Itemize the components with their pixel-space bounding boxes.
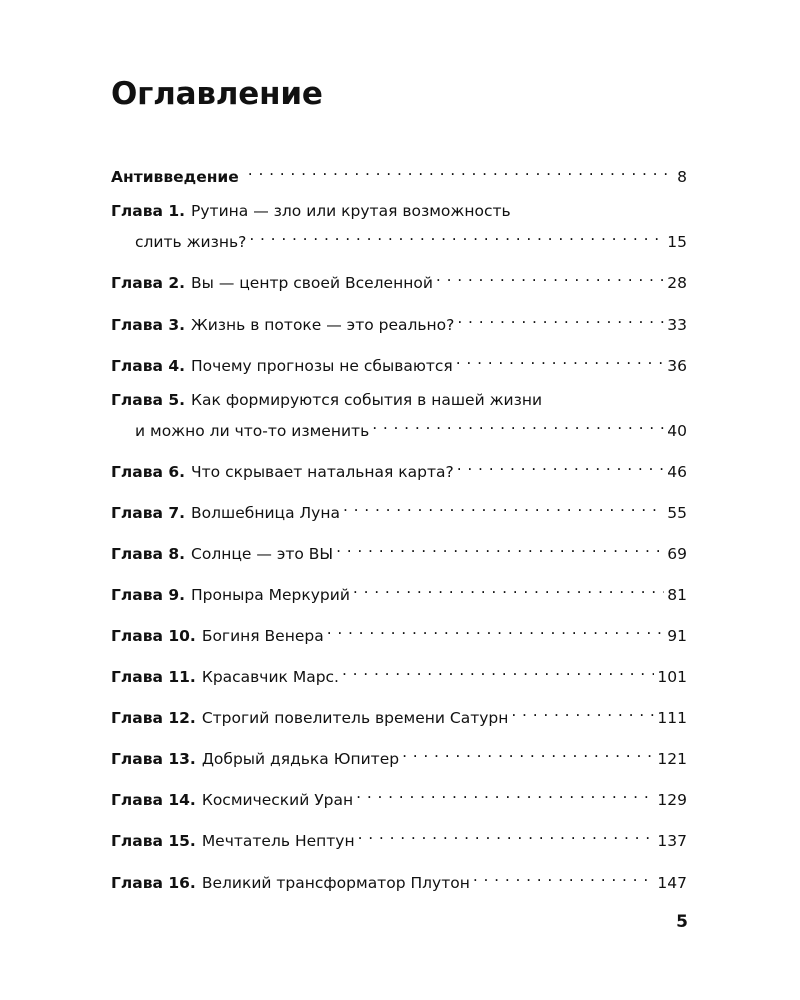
toc-chapter-title: Почему прогнозы не сбываются [191, 357, 453, 375]
toc-chapter-label: Глава 13. [111, 750, 196, 768]
toc-page-number: 46 [667, 463, 687, 481]
toc-chapter-label: Глава 6. [111, 463, 186, 481]
toc-page-number: 147 [657, 874, 687, 892]
toc-chapter-label: Глава 5. [111, 391, 186, 409]
toc-page-number: 36 [667, 357, 687, 375]
toc-page-number: 8 [677, 168, 687, 186]
toc-chapter-title-cont: и можно ли что-то изменить [135, 422, 370, 440]
toc-page-number: 81 [667, 586, 687, 604]
dot-leader [457, 306, 664, 330]
dot-leader [249, 223, 664, 247]
toc-chapter-title: Вы — центр своей Вселенной [191, 274, 433, 292]
dot-leader [402, 740, 654, 764]
toc-chapter-title: Что скрывает натальная карта? [191, 463, 454, 481]
toc-chapter-title: Строгий повелитель времени Сатурн [201, 709, 509, 727]
dot-leader [336, 535, 664, 559]
toc-chapter-label: Антивведение [111, 168, 239, 186]
toc-chapter-title: Богиня Венера [201, 627, 324, 645]
toc-page-number: 121 [657, 750, 687, 768]
toc-chapter-label: Глава 15. [111, 832, 196, 850]
toc-entry-chapter-10[interactable] [111, 617, 687, 645]
toc-chapter-label: Глава 7. [111, 504, 186, 522]
dot-leader [356, 781, 654, 805]
toc-entry-chapter-6[interactable] [111, 453, 687, 481]
toc-page-number: 55 [667, 504, 687, 522]
toc-entry-chapter-2[interactable] [111, 264, 687, 292]
toc-entry-chapter-11[interactable] [111, 658, 687, 686]
dot-leader [248, 158, 674, 182]
dot-leader [372, 412, 664, 436]
toc-page-number: 33 [667, 316, 687, 334]
toc-entry-intro[interactable] [111, 158, 687, 186]
toc-entry-chapter-13[interactable] [111, 740, 687, 768]
toc-chapter-title: Мечтатель Нептун [201, 832, 355, 850]
dot-leader [358, 822, 655, 846]
dot-leader [511, 699, 654, 723]
toc-page-number: 101 [657, 668, 687, 686]
toc-chapter-title: Великий трансформатор Плутон [201, 874, 470, 892]
page-title: Оглавление [111, 76, 323, 112]
toc-chapter-label: Глава 14. [111, 791, 196, 809]
dot-leader [436, 264, 664, 288]
toc-entry-chapter-7[interactable] [111, 494, 687, 522]
toc-entry-chapter-1[interactable] [111, 199, 687, 251]
toc-chapter-title: Как формируются события в нашей жизни [191, 391, 543, 409]
dot-leader [342, 658, 654, 682]
toc-chapter-label: Глава 8. [111, 545, 186, 563]
toc-entry-chapter-5[interactable] [111, 388, 687, 440]
toc-page-number: 69 [667, 545, 687, 563]
dot-leader [456, 347, 665, 371]
toc-chapter-title: Проныра Меркурий [191, 586, 350, 604]
dot-leader [343, 494, 664, 518]
page-number: 5 [676, 912, 688, 932]
toc-chapter-title: Солнце — это ВЫ [191, 545, 334, 563]
toc-page-number: 28 [667, 274, 687, 292]
toc-entry-chapter-14[interactable] [111, 781, 687, 809]
toc-entry-chapter-8[interactable] [111, 535, 687, 563]
toc-entry-chapter-15[interactable] [111, 822, 687, 850]
toc-entry-chapter-3[interactable] [111, 306, 687, 334]
toc-page-number: 111 [657, 709, 687, 727]
toc-chapter-label: Глава 1. [111, 202, 186, 220]
toc-chapter-title: Космический Уран [201, 791, 354, 809]
dot-leader [473, 864, 655, 888]
dot-leader [353, 576, 664, 600]
dot-leader [327, 617, 665, 641]
toc-entry-chapter-4[interactable] [111, 347, 687, 375]
toc-chapter-label: Глава 12. [111, 709, 196, 727]
toc-entry-chapter-9[interactable] [111, 576, 687, 604]
toc-entry-chapter-12[interactable] [111, 699, 687, 727]
toc-page-number: 129 [657, 791, 687, 809]
toc-chapter-label: Глава 9. [111, 586, 186, 604]
toc-chapter-title: Рутина — зло или крутая возможность [191, 202, 511, 220]
toc-entry-chapter-16[interactable] [111, 864, 687, 892]
toc-page-number: 137 [657, 832, 687, 850]
dot-leader [457, 453, 665, 477]
toc-page-number: 15 [667, 233, 687, 251]
toc-chapter-label: Глава 3. [111, 316, 186, 334]
toc-chapter-label: Глава 11. [111, 668, 196, 686]
toc-chapter-title: Красавчик Марс. [201, 668, 339, 686]
toc-chapter-label: Глава 10. [111, 627, 196, 645]
toc-page-number: 91 [667, 627, 687, 645]
toc-page-number: 40 [667, 422, 687, 440]
toc-chapter-title: Жизнь в потоке — это реально? [191, 316, 455, 334]
toc-chapter-title: Волшебница Луна [191, 504, 340, 522]
toc-chapter-title: Добрый дядька Юпитер [201, 750, 400, 768]
toc-chapter-title-cont: слить жизнь? [135, 233, 247, 251]
toc-chapter-label: Глава 4. [111, 357, 186, 375]
toc-chapter-label: Глава 2. [111, 274, 186, 292]
toc-chapter-label: Глава 16. [111, 874, 196, 892]
